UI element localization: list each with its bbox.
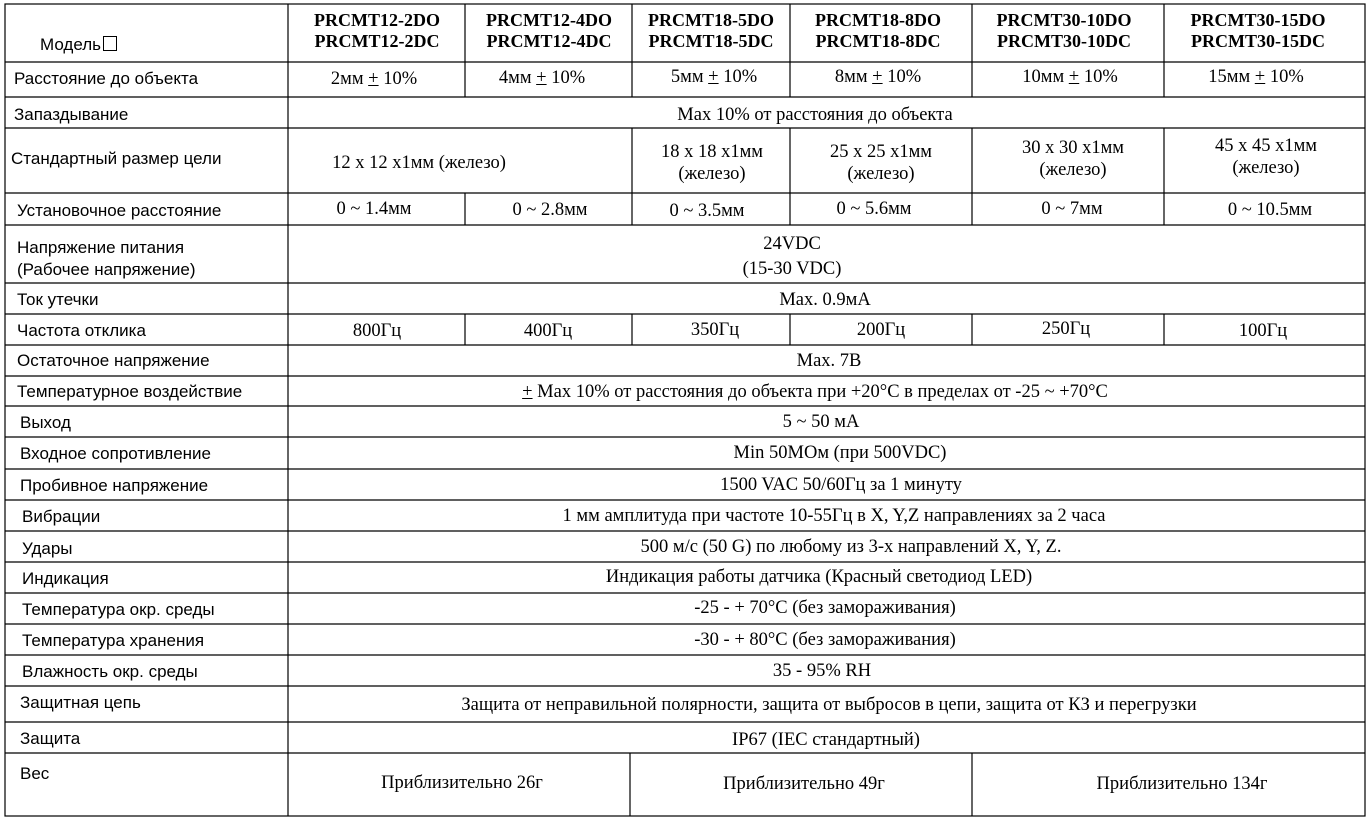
model-label-text: Модель bbox=[40, 35, 102, 54]
row-label-frequency: Частота отклика bbox=[17, 321, 146, 340]
temp-effect-value bbox=[522, 381, 1108, 403]
frequency-value: 100Гц bbox=[1238, 321, 1288, 341]
target-value bbox=[830, 141, 932, 185]
value-text: (железо) bbox=[1039, 160, 1107, 180]
setting-value: 0 ~ 5.6мм bbox=[836, 199, 912, 219]
frequency-value: 200Гц bbox=[856, 320, 906, 340]
target-value bbox=[661, 141, 763, 185]
value-text: 24VDC bbox=[763, 234, 821, 254]
protection-value: IP67 (IEC стандартный) bbox=[732, 730, 920, 750]
row-label-dielectric: Пробивное напряжение bbox=[20, 476, 209, 495]
target-value bbox=[1022, 137, 1124, 181]
value-text: 30 x 30 x1мм bbox=[1021, 138, 1125, 158]
plus-minus-symbol: + bbox=[708, 67, 719, 87]
row-label-temp-effect: Температурное воздействие bbox=[17, 382, 243, 401]
row-label-humidity: Влажность окр. среды bbox=[22, 662, 198, 681]
value-text: 10% bbox=[1265, 67, 1304, 87]
model-code: PRCMT18-5DC bbox=[648, 31, 774, 51]
value-text: 10% bbox=[718, 67, 758, 87]
insulation-value: Min 50МОм (при 500VDC) bbox=[733, 443, 947, 463]
setting-value: 0 ~ 3.5мм bbox=[669, 201, 745, 221]
frequency-value: 350Гц bbox=[690, 320, 740, 340]
value-text: (железо) bbox=[678, 164, 746, 184]
dielectric-value: 1500 VAC 50/60Гц за 1 минуту bbox=[720, 475, 962, 495]
output-value: 5 ~ 50 мА bbox=[782, 412, 860, 432]
frequency-value: 250Гц bbox=[1041, 319, 1091, 339]
row-label-ambient-temp: Температура окр. среды bbox=[22, 600, 215, 619]
distance-value bbox=[835, 66, 921, 88]
plus-minus-symbol: + bbox=[1254, 67, 1266, 87]
model-code: PRCMT30-15DC bbox=[1191, 31, 1325, 51]
row-label-distance: Расстояние до объекта bbox=[14, 69, 199, 88]
plus-minus-symbol: + bbox=[522, 382, 533, 402]
model-code: PRCMT12-4DO bbox=[486, 10, 612, 30]
row-label-weight: Вес bbox=[20, 764, 50, 783]
distance-value bbox=[331, 68, 417, 90]
model-code: PRCMT18-8DC bbox=[815, 31, 941, 51]
model-code: PRCMT30-10DO bbox=[996, 10, 1132, 30]
row-label-hysteresis: Запаздывание bbox=[14, 105, 129, 124]
distance-value bbox=[499, 67, 585, 89]
row-label-shock: Удары bbox=[22, 539, 73, 558]
model-label bbox=[40, 34, 117, 56]
frequency-value: 800Гц bbox=[352, 321, 402, 341]
model-header-1 bbox=[314, 10, 440, 52]
row-label-vibration: Вибрации bbox=[22, 507, 101, 526]
value-text: 18 x 18 x1мм bbox=[660, 142, 764, 162]
value-text: 5мм bbox=[670, 67, 709, 87]
leakage-value: Max. 0.9мА bbox=[779, 290, 871, 310]
value-text: 4мм bbox=[498, 68, 537, 88]
model-code: PRCMT30-10DC bbox=[997, 31, 1131, 51]
value-text: 15мм bbox=[1208, 67, 1255, 87]
value-text: (15-30 VDC) bbox=[742, 259, 842, 279]
model-header-6 bbox=[1191, 10, 1326, 52]
shock-value: 500 м/с (50 G) по любому из 3-х направлений X, Y, Z. bbox=[640, 537, 1062, 557]
model-header-2 bbox=[486, 10, 612, 52]
row-label-protection: Защита bbox=[20, 729, 81, 748]
plus-minus-symbol: + bbox=[872, 67, 883, 87]
weight-value: Приблизительно 26г bbox=[381, 773, 543, 793]
setting-value: 0 ~ 1.4мм bbox=[336, 199, 412, 219]
row-label-output: Выход bbox=[20, 413, 71, 432]
model-code: PRCMT30-15DO bbox=[1190, 10, 1326, 30]
value-text: 8мм bbox=[834, 67, 873, 87]
row-label-storage-temp: Температура хранения bbox=[22, 631, 205, 650]
humidity-value: 35 - 95% RH bbox=[772, 661, 872, 681]
row-label-supply bbox=[17, 237, 196, 281]
label-text: Напряжение питания bbox=[17, 238, 185, 257]
plus-minus-symbol: + bbox=[368, 69, 379, 89]
value-text: 2мм bbox=[330, 69, 369, 89]
value-text: Max 10% от расстояния до объекта при +20°C в пределах от -25 ~ +70°C bbox=[532, 382, 1108, 402]
residual-value: Max. 7В bbox=[796, 351, 862, 371]
setting-value: 0 ~ 10.5мм bbox=[1227, 200, 1313, 220]
supply-value bbox=[743, 232, 842, 282]
value-text: 10% bbox=[882, 67, 922, 87]
distance-value bbox=[671, 66, 757, 88]
checkbox-icon bbox=[103, 36, 117, 51]
model-code: PRCMT18-8DO bbox=[815, 10, 941, 30]
row-label-leakage: Ток утечки bbox=[17, 290, 99, 309]
value-text: 10% bbox=[378, 69, 418, 89]
value-text: (железо) bbox=[1232, 158, 1300, 178]
target-value: 12 x 12 x1мм (железо) bbox=[332, 153, 506, 173]
label-text: (Рабочее напряжение) bbox=[17, 260, 196, 279]
model-code: PRCMT18-5DO bbox=[648, 10, 774, 30]
indication-value: Индикация работы датчика (Красный светодиод LED) bbox=[605, 567, 1033, 587]
model-header-4 bbox=[815, 10, 941, 52]
row-label-residual: Остаточное напряжение bbox=[17, 351, 210, 370]
value-text: (железо) bbox=[847, 164, 915, 184]
storage-temp-value: -30 - + 80°C (без замораживания) bbox=[694, 630, 956, 650]
row-label-indication: Индикация bbox=[22, 569, 109, 588]
row-label-protection-circuit: Защитная цепь bbox=[20, 693, 141, 712]
value-text: 10мм bbox=[1022, 67, 1069, 87]
weight-value: Приблизительно 134г bbox=[1096, 774, 1268, 794]
value-text: 25 x 25 x1мм bbox=[829, 142, 933, 162]
model-header-5 bbox=[997, 10, 1132, 52]
frequency-value: 400Гц bbox=[523, 321, 573, 341]
model-code: PRCMT12-2DC bbox=[314, 31, 440, 51]
distance-value bbox=[1022, 66, 1118, 88]
distance-value bbox=[1208, 66, 1304, 88]
row-label-setting: Установочное расстояние bbox=[17, 201, 222, 220]
row-label-target: Стандартный размер цели bbox=[11, 149, 222, 168]
setting-value: 0 ~ 7мм bbox=[1041, 199, 1103, 219]
model-code: PRCMT12-4DC bbox=[486, 31, 612, 51]
plus-minus-symbol: + bbox=[536, 68, 547, 88]
weight-value: Приблизительно 49г bbox=[723, 774, 885, 794]
value-text: 10% bbox=[546, 68, 586, 88]
protection-circuit-value: Защита от неправильной полярности, защита от выбросов в цепи, защита от КЗ и перегрузки bbox=[461, 695, 1197, 715]
vibration-value: 1 мм амплитуда при частоте 10-55Гц в X, Y,Z направлениях за 2 часа bbox=[562, 506, 1106, 526]
plus-minus-symbol: + bbox=[1068, 67, 1080, 87]
model-code: PRCMT12-2DO bbox=[314, 10, 440, 30]
ambient-temp-value: -25 - + 70°C (без замораживания) bbox=[694, 598, 956, 618]
target-value bbox=[1215, 135, 1317, 179]
value-text: 10% bbox=[1079, 67, 1118, 87]
setting-value: 0 ~ 2.8мм bbox=[512, 200, 588, 220]
value-text: 45 x 45 x1мм bbox=[1214, 136, 1318, 156]
model-header-3 bbox=[648, 10, 774, 52]
row-label-insulation: Входное сопротивление bbox=[20, 444, 212, 463]
hysteresis-value: Max 10% от расстояния до объекта bbox=[677, 105, 953, 125]
